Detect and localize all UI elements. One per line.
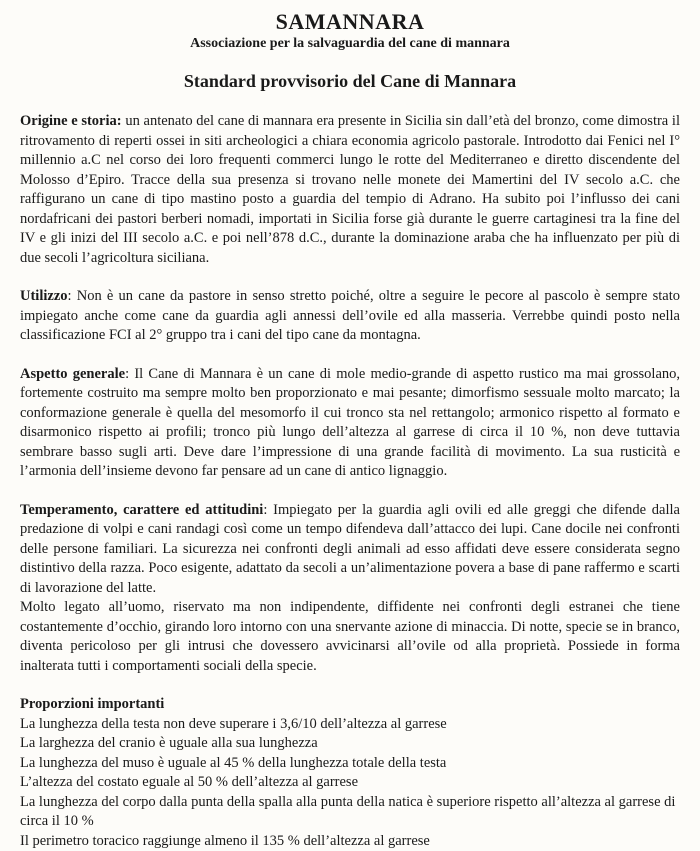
document-title: Standard provvisorio del Cane di Mannara <box>20 70 680 92</box>
section-origine <box>20 112 680 268</box>
section-text-temperamento-2: Molto legato all’uomo, riservato ma non indipendente, diffidente nei confronti degli estranei che tiene costantemente d’occhio, girando loro intorno con una snervante azione di minaccia. Di notte, specie se in branco, diventa pericoloso per gli intrusi che dovessero avvicinarsi all’ovile od alla proprietà. Possiede in forma inalterata tutti i comportamenti sociali della specie. <box>20 598 680 676</box>
list-item: La lunghezza del corpo dalla punta della spalla alla punta della natica è superiore rispetto all’altezza al garrese di circa il 10 % <box>20 793 680 832</box>
document-header <box>20 0 680 92</box>
list-item: Il perimetro toracico raggiunge almeno il 135 % dell’altezza al garrese <box>20 832 680 851</box>
section-heading-utilizzo: Utilizzo <box>20 288 68 304</box>
section-text-aspetto: : Il Cane di Mannara è un cane di mole medio-grande di aspetto rustico ma mai grossolano, fortemente costruito ma sempre molto ben proporzionato e mai pesante; dimorfismo sessuale molto marcato; la conformazione generale è quella del mesomorfo il cui tronco sta nel rettangolo; armonico rispetto al formato e disarmonico rispetto ai profili; tronco più lungo dell’altezza al garrese di circa il 10 %, non deve tuttavia sembrare basso sugli arti. Deve dare l’impressione di una grande facilità di movimento. La sua rusticità e l’armonia dell’insieme devono far pensare ad un cane di antico lignaggio. <box>20 366 680 480</box>
section-heading-origine: Origine e storia: <box>20 113 122 129</box>
list-item: L’altezza del costato eguale al 50 % dell’altezza al garrese <box>20 773 680 793</box>
proporzioni-list <box>20 715 680 851</box>
org-name: SAMANNARA <box>20 0 680 34</box>
list-item: La lunghezza del muso è uguale al 45 % della lunghezza totale della testa <box>20 754 680 774</box>
section-heading-temperamento: Temperamento, carattere ed attitudini <box>20 502 263 518</box>
section-utilizzo <box>20 287 680 346</box>
section-text-temperamento: : Impiegato per la guardia agli ovili ed alle greggi che difende dalla predazione di volpi e cani randagi così come un tempo difendeva dall’attacco dei lupi. Cane docile nei confronti delle persone familiari. La sicurezza nei confronti degli animali ad esso affidati deve essere considerata segno distintivo della razza. Poco esigente, adattato da secoli a un’alimentazione povera a base di pane raffermo e scarti di lavorazione del latte. <box>20 502 680 596</box>
section-aspetto <box>20 365 680 482</box>
list-item: La larghezza del cranio è uguale alla sua lunghezza <box>20 734 680 754</box>
section-temperamento <box>20 501 680 599</box>
org-subtitle: Associazione per la salvaguardia del cane di mannara <box>20 34 680 54</box>
section-text-utilizzo: : Non è un cane da pastore in senso stretto poiché, oltre a seguire le pecore al pascolo è sempre stato impiegato anche come cane da guardia agli annessi dell’ovile ed alla masseria. Verrebbe quindi posto nella classificazione FCI al 2° gruppo tra i cani del tipo cane da montagna. <box>20 288 680 343</box>
list-item: La lunghezza della testa non deve superare i 3,6/10 dell’altezza al garrese <box>20 715 680 735</box>
section-heading-proporzioni: Proporzioni importanti <box>20 695 680 715</box>
section-text-origine: un antenato del cane di mannara era presente in Sicilia sin dall’età del bronzo, come dimostra il ritrovamento di reperti ossei in siti archeologici a chiara economia agricolo pastorale. Introdotto dai Fenici nel I° millennio a.C nel corso dei loro frequenti commerci lungo le rotte del Mediterraneo e diretto discendente del Molosso d’Epiro. Tracce della sua presenza si trovano nelle monete dei Mamertini del IV secolo a.C. che raffigurano un cane di tipo mastino posto a guardia del tempio di Adrano. Ha subito poi l’influsso dei cani nordafricani dei pastori berberi nomadi, importati in Sicilia forse già durante le guerre cartaginesi tra la fine del IV e gli inizi del III secolo a.C. e poi nell’878 d.C., durante la dominazione araba che ha influenzato per più di due secoli l’agricoltura siciliana. <box>20 113 680 266</box>
section-heading-aspetto: Aspetto generale <box>20 366 125 382</box>
